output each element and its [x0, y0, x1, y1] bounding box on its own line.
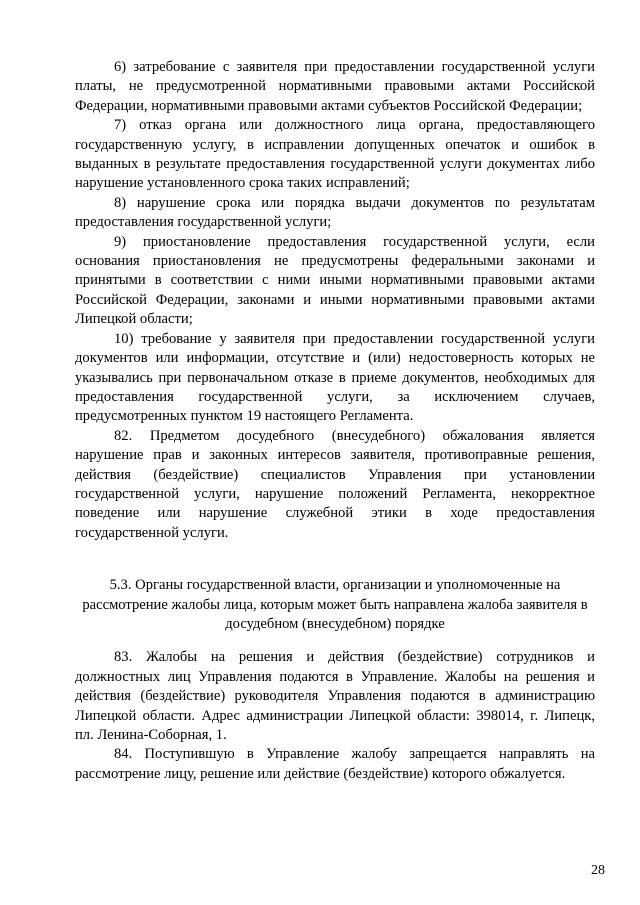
paragraph-84: 84. Поступившую в Управление жалобу запрещается направлять на рассмотрение лицу, решение или действие (бездействие) которого обжалуется. [75, 746, 595, 782]
document-page [75, 58, 595, 784]
paragraph-item-6: 6) затребование с заявителя при предоставлении государственной услуги платы, не предусмотренной нормативными правовыми актами Российской Федерации, нормативными правовыми актами субъектов Российской Федерации; [75, 59, 595, 114]
page-number: 28 [591, 863, 605, 878]
paragraph-83: 83. Жалобы на решения и действия (бездействие) сотрудников и должностных лиц Управления подаются в Управление. Жалобы на решения и действия (бездействие) руководителя Управления подаются в администрацию Липецкой области. Адрес администрации Липецкой области: 398014, г. Липецк, пл. Ленина-Соборная, 1. [75, 649, 595, 743]
paragraph-item-10: 10) требование у заявителя при предоставлении государственной услуги документов или информации, отсутствие и (или) недостоверность которых не указывались при первоначальном отказе в приеме документов, необходимых для предоставления государственной услуги, за исключением случаев, предусмотренных пунктом 19 настоящего Регламента. [75, 330, 595, 425]
section-heading: 5.3. Органы государственной власти, организации и уполномоченные на рассмотрение жалобы лица, которым может быть направлена жалоба заявителя в досудебном (внесудебном) порядке [82, 577, 588, 632]
paragraph-item-7: 7) отказ органа или должностного лица органа, предоставляющего государственную услугу, в исправлении допущенных опечаток и ошибок в выданных в результате предоставления государственной услуги документах либо нарушение установленного срока таких исправлений; [75, 117, 595, 192]
paragraph-item-9: 9) приостановление предоставления государственной услуги, если основания приостановления не предусмотрены федеральными законами и принятыми в соответствии с ними иными нормативными правовыми актами Российской Федерации, законами и иными нормативными правовыми актами Липецкой области; [75, 233, 595, 328]
paragraph-item-8: 8) нарушение срока или порядка выдачи документов по результатам предоставления государственной услуги; [75, 194, 595, 231]
paragraph-82: 82. Предметом досудебного (внесудебного) обжалования является нарушение прав и законных интересов заявителя, противоправные решения, действия (бездействие) специалистов Управления при установлении государственной услуги, нарушение положений Регламента, некорректное поведение или нарушение служебной этики в ходе предоставления государственной услуги. [75, 427, 595, 541]
